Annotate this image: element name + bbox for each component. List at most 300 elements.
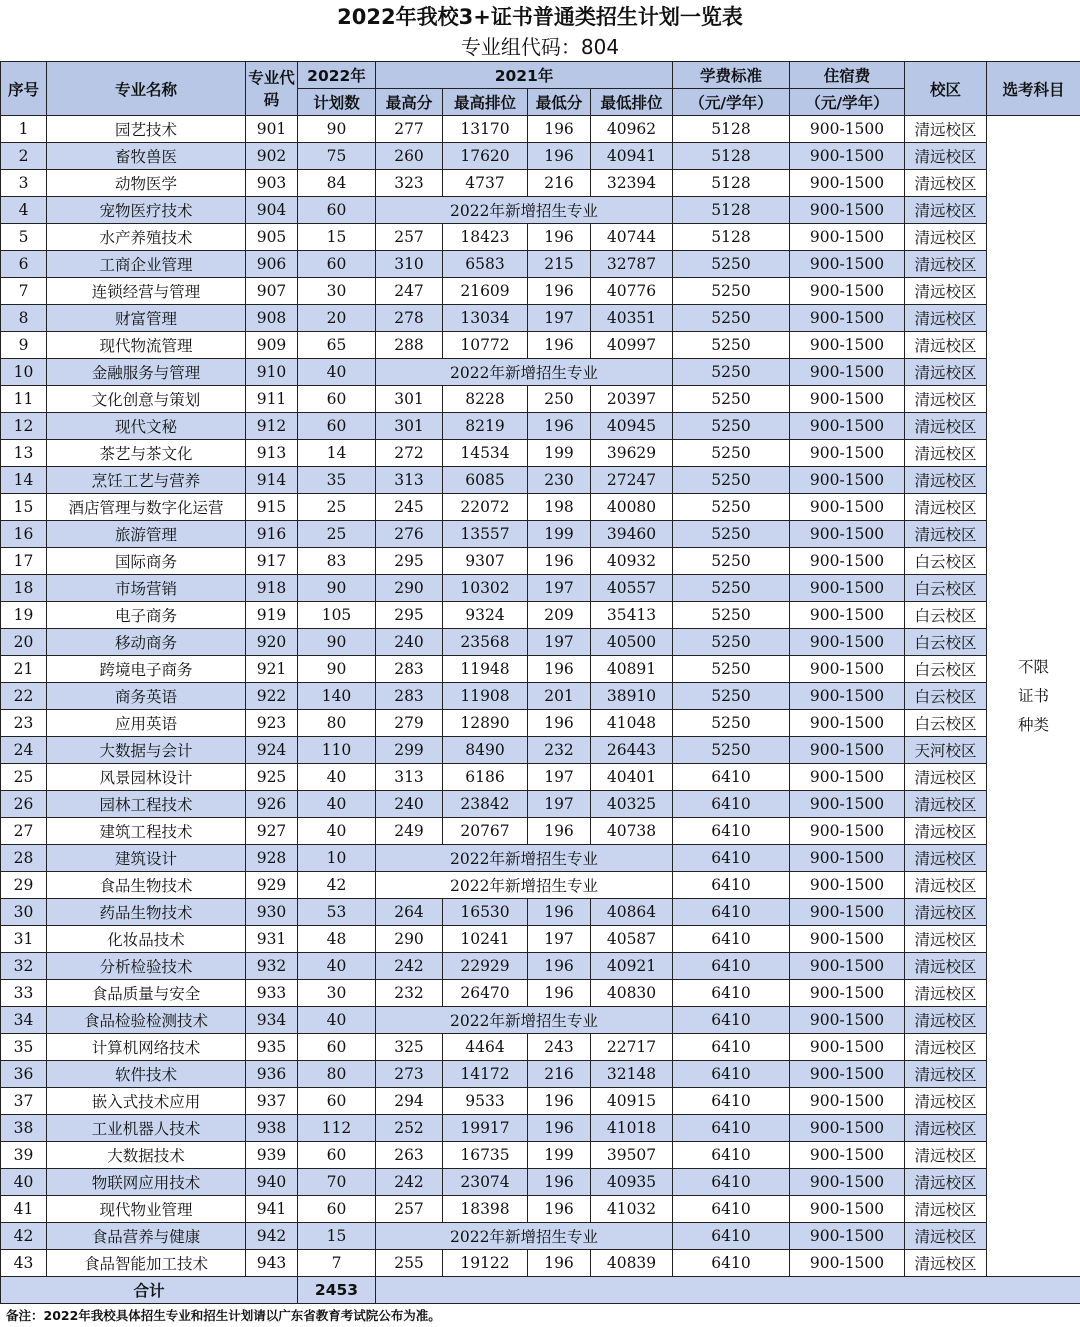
cell-plan: 40 — [298, 818, 376, 845]
cell-seq: 20 — [1, 629, 47, 656]
cell-name: 风景园林设计 — [47, 764, 246, 791]
cell-name: 药品生物技术 — [47, 899, 246, 926]
cell-dorm: 900-1500 — [790, 764, 905, 791]
cell-name: 现代物业管理 — [47, 1196, 246, 1223]
cell-dorm: 900-1500 — [790, 845, 905, 872]
cell-code: 902 — [246, 143, 298, 170]
cell-min-score: 196 — [528, 548, 591, 575]
table-row — [1, 656, 1080, 683]
cell-min-rank: 39629 — [591, 440, 673, 467]
cell-max-score: 263 — [376, 1142, 443, 1169]
cell-seq: 36 — [1, 1061, 47, 1088]
table-row — [1, 386, 1080, 413]
cell-max-score: 273 — [376, 1061, 443, 1088]
cell-tuition: 5250 — [673, 251, 790, 278]
cell-code: 926 — [246, 791, 298, 818]
cell-code: 923 — [246, 710, 298, 737]
cell-subjects: 不限 证书 种类 — [987, 116, 1080, 1277]
cell-seq: 10 — [1, 359, 47, 386]
cell-max-rank: 18398 — [443, 1196, 528, 1223]
cell-name: 畜牧兽医 — [47, 143, 246, 170]
cell-code: 932 — [246, 953, 298, 980]
cell-tuition: 5128 — [673, 170, 790, 197]
cell-tuition: 5250 — [673, 710, 790, 737]
cell-max-score: 310 — [376, 251, 443, 278]
cell-min-rank: 40891 — [591, 656, 673, 683]
cell-campus: 清远校区 — [905, 116, 987, 143]
cell-name: 食品生物技术 — [47, 872, 246, 899]
cell-max-score: 325 — [376, 1034, 443, 1061]
cell-tuition: 6410 — [673, 845, 790, 872]
cell-plan: 15 — [298, 224, 376, 251]
cell-plan: 110 — [298, 737, 376, 764]
cell-campus: 清远校区 — [905, 332, 987, 359]
cell-campus: 清远校区 — [905, 413, 987, 440]
cell-dorm: 900-1500 — [790, 1034, 905, 1061]
cell-tuition: 5250 — [673, 278, 790, 305]
cell-dorm: 900-1500 — [790, 1223, 905, 1250]
table-row — [1, 251, 1080, 278]
cell-tuition: 6410 — [673, 818, 790, 845]
cell-name: 工业机器人技术 — [47, 1115, 246, 1142]
cell-name: 物联网应用技术 — [47, 1169, 246, 1196]
total-row — [1, 1277, 1080, 1304]
cell-code: 914 — [246, 467, 298, 494]
cell-code: 919 — [246, 602, 298, 629]
cell-campus: 清远校区 — [905, 1061, 987, 1088]
cell-campus: 白云校区 — [905, 656, 987, 683]
cell-max-rank: 6583 — [443, 251, 528, 278]
header-tuition: 学费标准 — [673, 62, 790, 89]
table-row — [1, 1250, 1080, 1277]
cell-plan: 48 — [298, 926, 376, 953]
cell-max-score: 294 — [376, 1088, 443, 1115]
cell-tuition: 5250 — [673, 413, 790, 440]
cell-min-score: 198 — [528, 494, 591, 521]
cell-name: 酒店管理与数字化运营 — [47, 494, 246, 521]
table-row — [1, 629, 1080, 656]
header-plan-2022: 2022年 — [298, 62, 376, 89]
table-row — [1, 710, 1080, 737]
cell-min-score: 199 — [528, 440, 591, 467]
cell-code: 915 — [246, 494, 298, 521]
cell-seq: 38 — [1, 1115, 47, 1142]
cell-min-rank: 40839 — [591, 1250, 673, 1277]
cell-code: 942 — [246, 1223, 298, 1250]
cell-max-rank: 12890 — [443, 710, 528, 737]
cell-plan: 30 — [298, 980, 376, 1007]
cell-seq: 31 — [1, 926, 47, 953]
cell-plan: 60 — [298, 1196, 376, 1223]
cell-dorm: 900-1500 — [790, 791, 905, 818]
table-row — [1, 845, 1080, 872]
cell-min-score: 196 — [528, 224, 591, 251]
cell-max-rank: 13170 — [443, 116, 528, 143]
cell-dorm: 900-1500 — [790, 1169, 905, 1196]
cell-min-rank: 41048 — [591, 710, 673, 737]
cell-plan: 60 — [298, 1034, 376, 1061]
cell-code: 930 — [246, 899, 298, 926]
table-row — [1, 737, 1080, 764]
header-min-rank: 最低排位 — [591, 89, 673, 116]
cell-max-rank: 22929 — [443, 953, 528, 980]
cell-seq: 43 — [1, 1250, 47, 1277]
cell-name: 分析检验技术 — [47, 953, 246, 980]
cell-plan: 65 — [298, 332, 376, 359]
cell-max-score: 279 — [376, 710, 443, 737]
cell-min-rank: 40325 — [591, 791, 673, 818]
cell-plan: 40 — [298, 953, 376, 980]
cell-dorm: 900-1500 — [790, 1088, 905, 1115]
cell-plan: 140 — [298, 683, 376, 710]
cell-name: 应用英语 — [47, 710, 246, 737]
header-dorm-unit: （元/学年） — [790, 89, 905, 116]
cell-seq: 5 — [1, 224, 47, 251]
cell-max-score: 252 — [376, 1115, 443, 1142]
cell-campus: 清远校区 — [905, 1196, 987, 1223]
cell-min-score: 196 — [528, 1088, 591, 1115]
cell-dorm: 900-1500 — [790, 980, 905, 1007]
cell-min-rank: 41032 — [591, 1196, 673, 1223]
cell-dorm: 900-1500 — [790, 1115, 905, 1142]
cell-campus: 清远校区 — [905, 467, 987, 494]
cell-code: 937 — [246, 1088, 298, 1115]
cell-tuition: 5250 — [673, 359, 790, 386]
cell-name: 大数据与会计 — [47, 737, 246, 764]
table-row — [1, 305, 1080, 332]
cell-code: 941 — [246, 1196, 298, 1223]
cell-min-score: 197 — [528, 305, 591, 332]
table-body — [1, 116, 1080, 1277]
cell-name: 大数据技术 — [47, 1142, 246, 1169]
cell-max-rank: 23568 — [443, 629, 528, 656]
footnote: 备注：2022年我校具体招生专业和招生计划请以广东省教育考试院公布为准。 — [6, 1308, 441, 1323]
cell-campus: 清远校区 — [905, 872, 987, 899]
cell-name: 工商企业管理 — [47, 251, 246, 278]
cell-min-score: 232 — [528, 737, 591, 764]
cell-max-rank: 20767 — [443, 818, 528, 845]
cell-min-rank: 39507 — [591, 1142, 673, 1169]
cell-tuition: 5250 — [673, 683, 790, 710]
table-row — [1, 899, 1080, 926]
header-code: 专业代码 — [246, 62, 298, 116]
cell-min-score: 215 — [528, 251, 591, 278]
cell-name: 跨境电子商务 — [47, 656, 246, 683]
cell-campus: 清远校区 — [905, 1250, 987, 1277]
cell-campus: 清远校区 — [905, 251, 987, 278]
cell-tuition: 6410 — [673, 1115, 790, 1142]
cell-max-rank: 18423 — [443, 224, 528, 251]
cell-dorm: 900-1500 — [790, 602, 905, 629]
table-row — [1, 953, 1080, 980]
cell-min-score: 196 — [528, 656, 591, 683]
cell-name: 财富管理 — [47, 305, 246, 332]
table-row — [1, 1007, 1080, 1034]
cell-max-rank: 19917 — [443, 1115, 528, 1142]
cell-seq: 18 — [1, 575, 47, 602]
cell-plan: 14 — [298, 440, 376, 467]
cell-code: 940 — [246, 1169, 298, 1196]
cell-name: 水产养殖技术 — [47, 224, 246, 251]
cell-min-rank: 40776 — [591, 278, 673, 305]
cell-seq: 6 — [1, 251, 47, 278]
cell-tuition: 6410 — [673, 791, 790, 818]
cell-dorm: 900-1500 — [790, 143, 905, 170]
cell-code: 925 — [246, 764, 298, 791]
cell-max-score: 313 — [376, 467, 443, 494]
cell-tuition: 6410 — [673, 1088, 790, 1115]
cell-max-score: 247 — [376, 278, 443, 305]
cell-max-rank: 4464 — [443, 1034, 528, 1061]
cell-min-score: 196 — [528, 1196, 591, 1223]
cell-code: 943 — [246, 1250, 298, 1277]
cell-max-score: 255 — [376, 1250, 443, 1277]
header-max-rank: 最高排位 — [443, 89, 528, 116]
cell-dorm: 900-1500 — [790, 278, 905, 305]
cell-plan: 40 — [298, 359, 376, 386]
cell-min-score: 196 — [528, 1250, 591, 1277]
table-row — [1, 872, 1080, 899]
cell-dorm: 900-1500 — [790, 359, 905, 386]
cell-code: 934 — [246, 1007, 298, 1034]
cell-max-score: 290 — [376, 926, 443, 953]
cell-dorm: 900-1500 — [790, 872, 905, 899]
cell-seq: 3 — [1, 170, 47, 197]
cell-tuition: 6410 — [673, 764, 790, 791]
cell-max-rank: 4737 — [443, 170, 528, 197]
cell-max-rank: 11908 — [443, 683, 528, 710]
cell-max-score: 245 — [376, 494, 443, 521]
cell-plan: 90 — [298, 575, 376, 602]
cell-dorm: 900-1500 — [790, 305, 905, 332]
cell-campus: 白云校区 — [905, 629, 987, 656]
cell-min-rank: 40738 — [591, 818, 673, 845]
cell-seq: 14 — [1, 467, 47, 494]
cell-campus: 白云校区 — [905, 602, 987, 629]
cell-max-rank: 9533 — [443, 1088, 528, 1115]
cell-name: 旅游管理 — [47, 521, 246, 548]
cell-max-rank: 16530 — [443, 899, 528, 926]
table-row — [1, 791, 1080, 818]
cell-min-score: 196 — [528, 899, 591, 926]
cell-name: 烹饪工艺与营养 — [47, 467, 246, 494]
cell-min-score: 216 — [528, 1061, 591, 1088]
cell-code: 912 — [246, 413, 298, 440]
cell-plan: 15 — [298, 1223, 376, 1250]
cell-code: 913 — [246, 440, 298, 467]
cell-dorm: 900-1500 — [790, 521, 905, 548]
cell-campus: 清远校区 — [905, 1142, 987, 1169]
table-row — [1, 980, 1080, 1007]
cell-plan: 90 — [298, 629, 376, 656]
cell-min-score: 199 — [528, 1142, 591, 1169]
header-name: 专业名称 — [47, 62, 246, 116]
cell-new-program: 2022年新增招生专业 — [376, 359, 673, 386]
cell-min-score: 196 — [528, 278, 591, 305]
cell-tuition: 5128 — [673, 197, 790, 224]
cell-max-score: 299 — [376, 737, 443, 764]
cell-min-score: 196 — [528, 980, 591, 1007]
cell-name: 市场营销 — [47, 575, 246, 602]
cell-max-rank: 10241 — [443, 926, 528, 953]
cell-tuition: 5250 — [673, 548, 790, 575]
cell-plan: 7 — [298, 1250, 376, 1277]
cell-campus: 清远校区 — [905, 1088, 987, 1115]
table-row — [1, 224, 1080, 251]
cell-seq: 24 — [1, 737, 47, 764]
cell-dorm: 900-1500 — [790, 656, 905, 683]
cell-max-score: 313 — [376, 764, 443, 791]
cell-seq: 23 — [1, 710, 47, 737]
header-plan-count: 计划数 — [298, 89, 376, 116]
cell-max-rank: 21609 — [443, 278, 528, 305]
cell-min-score: 201 — [528, 683, 591, 710]
cell-plan: 40 — [298, 1007, 376, 1034]
cell-plan: 105 — [298, 602, 376, 629]
cell-name: 现代物流管理 — [47, 332, 246, 359]
total-label: 合计 — [1, 1277, 298, 1304]
cell-campus: 天河校区 — [905, 737, 987, 764]
cell-name: 食品质量与安全 — [47, 980, 246, 1007]
cell-campus: 清远校区 — [905, 224, 987, 251]
cell-min-rank: 40962 — [591, 116, 673, 143]
cell-max-score: 257 — [376, 1196, 443, 1223]
cell-seq: 27 — [1, 818, 47, 845]
cell-code: 907 — [246, 278, 298, 305]
cell-max-rank: 16735 — [443, 1142, 528, 1169]
cell-code: 917 — [246, 548, 298, 575]
cell-code: 927 — [246, 818, 298, 845]
cell-min-rank: 41018 — [591, 1115, 673, 1142]
cell-tuition: 6410 — [673, 1034, 790, 1061]
header-subjects: 选考科目 — [987, 62, 1080, 116]
cell-min-score: 196 — [528, 143, 591, 170]
cell-dorm: 900-1500 — [790, 575, 905, 602]
cell-min-rank: 40932 — [591, 548, 673, 575]
cell-new-program: 2022年新增招生专业 — [376, 845, 673, 872]
cell-min-score: 196 — [528, 413, 591, 440]
cell-max-score: 264 — [376, 899, 443, 926]
cell-code: 939 — [246, 1142, 298, 1169]
cell-dorm: 900-1500 — [790, 1250, 905, 1277]
cell-min-rank: 40935 — [591, 1169, 673, 1196]
cell-dorm: 900-1500 — [790, 413, 905, 440]
cell-min-score: 197 — [528, 575, 591, 602]
cell-plan: 60 — [298, 1142, 376, 1169]
cell-seq: 26 — [1, 791, 47, 818]
cell-tuition: 5128 — [673, 116, 790, 143]
table-row — [1, 764, 1080, 791]
cell-code: 906 — [246, 251, 298, 278]
cell-name: 园艺技术 — [47, 116, 246, 143]
header-dorm: 住宿费 — [790, 62, 905, 89]
cell-plan: 70 — [298, 1169, 376, 1196]
cell-seq: 30 — [1, 899, 47, 926]
cell-min-score: 199 — [528, 521, 591, 548]
cell-max-score: 301 — [376, 413, 443, 440]
cell-max-rank: 23842 — [443, 791, 528, 818]
cell-max-rank: 10302 — [443, 575, 528, 602]
cell-name: 连锁经营与管理 — [47, 278, 246, 305]
cell-plan: 60 — [298, 413, 376, 440]
table-row — [1, 683, 1080, 710]
cell-tuition: 5250 — [673, 521, 790, 548]
cell-campus: 清远校区 — [905, 764, 987, 791]
cell-tuition: 6410 — [673, 1142, 790, 1169]
table-row — [1, 1169, 1080, 1196]
cell-name: 金融服务与管理 — [47, 359, 246, 386]
cell-seq: 15 — [1, 494, 47, 521]
cell-code: 936 — [246, 1061, 298, 1088]
cell-tuition: 5128 — [673, 224, 790, 251]
cell-min-rank: 32394 — [591, 170, 673, 197]
cell-name: 建筑设计 — [47, 845, 246, 872]
cell-dorm: 900-1500 — [790, 197, 905, 224]
cell-plan: 35 — [298, 467, 376, 494]
table-row — [1, 1061, 1080, 1088]
cell-campus: 清远校区 — [905, 791, 987, 818]
cell-max-score: 290 — [376, 575, 443, 602]
cell-plan: 40 — [298, 791, 376, 818]
cell-seq: 17 — [1, 548, 47, 575]
cell-tuition: 5250 — [673, 386, 790, 413]
cell-campus: 清远校区 — [905, 1169, 987, 1196]
cell-code: 935 — [246, 1034, 298, 1061]
cell-max-score: 295 — [376, 602, 443, 629]
cell-code: 924 — [246, 737, 298, 764]
cell-min-rank: 40500 — [591, 629, 673, 656]
cell-min-score: 197 — [528, 764, 591, 791]
cell-max-rank: 19122 — [443, 1250, 528, 1277]
cell-plan: 90 — [298, 656, 376, 683]
cell-min-rank: 40915 — [591, 1088, 673, 1115]
cell-max-rank: 8490 — [443, 737, 528, 764]
cell-max-rank: 6085 — [443, 467, 528, 494]
cell-min-score: 196 — [528, 710, 591, 737]
cell-campus: 清远校区 — [905, 494, 987, 521]
cell-campus: 清远校区 — [905, 359, 987, 386]
cell-max-rank: 23074 — [443, 1169, 528, 1196]
cell-seq: 28 — [1, 845, 47, 872]
cell-seq: 8 — [1, 305, 47, 332]
cell-max-score: 249 — [376, 818, 443, 845]
cell-campus: 清远校区 — [905, 386, 987, 413]
cell-name: 宠物医疗技术 — [47, 197, 246, 224]
cell-tuition: 6410 — [673, 953, 790, 980]
header-seq: 序号 — [1, 62, 47, 116]
cell-tuition: 6410 — [673, 872, 790, 899]
cell-min-rank: 39460 — [591, 521, 673, 548]
cell-tuition: 5128 — [673, 143, 790, 170]
cell-max-rank: 26470 — [443, 980, 528, 1007]
cell-max-score: 240 — [376, 791, 443, 818]
table-row — [1, 1034, 1080, 1061]
cell-name: 移动商务 — [47, 629, 246, 656]
cell-max-rank: 14534 — [443, 440, 528, 467]
cell-campus: 清远校区 — [905, 521, 987, 548]
cell-campus: 清远校区 — [905, 143, 987, 170]
cell-plan: 112 — [298, 1115, 376, 1142]
cell-campus: 白云校区 — [905, 548, 987, 575]
table-row — [1, 1196, 1080, 1223]
cell-min-rank: 40945 — [591, 413, 673, 440]
cell-max-rank: 8228 — [443, 386, 528, 413]
cell-code: 905 — [246, 224, 298, 251]
cell-tuition: 6410 — [673, 899, 790, 926]
cell-dorm: 900-1500 — [790, 818, 905, 845]
cell-code: 938 — [246, 1115, 298, 1142]
cell-campus: 清远校区 — [905, 980, 987, 1007]
